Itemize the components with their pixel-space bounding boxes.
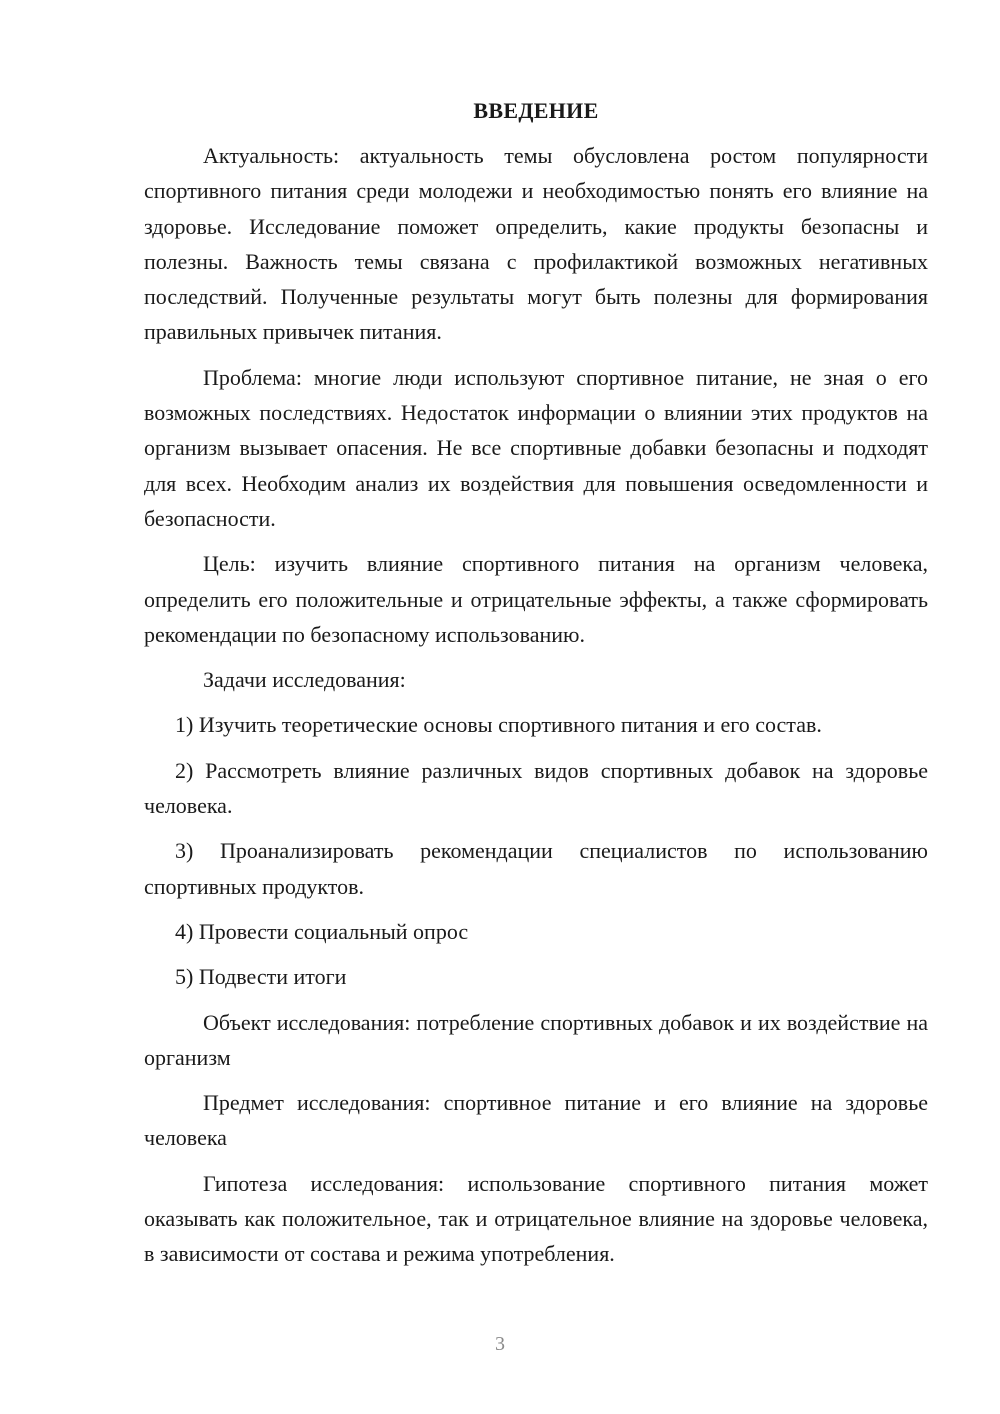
task-item-1: 1) Изучить теоретические основы спортивного питания и его состав. bbox=[175, 712, 822, 738]
section-title: ВВЕДЕНИЕ bbox=[473, 98, 599, 123]
paragraph-hypothesis: Гипотеза исследования: использование спортивного питания может оказывать как положительное, так и отрицательное влияние на здоровье человека, в зависимости от состава и режима употребления. bbox=[144, 1170, 928, 1267]
paragraph-relevance: Актуальность: актуальность темы обусловлена ростом популярности спортивного питания среди молодежи и необходимостью понять его влияние на здоровье. Исследование поможет определить, какие продукты безопасны и полезны. Важность темы связана с профилактикой возможных негативных последствий. Полученные результаты могут быть полезны для формирования правильных привычек питания. bbox=[144, 143, 928, 345]
task-item-3: 3) Проанализировать рекомендации специалистов по использованию спортивных продуктов. bbox=[144, 838, 928, 899]
task-item-2: 2) Рассмотреть влияние различных видов спортивных добавок на здоровье человека. bbox=[144, 757, 928, 819]
task-item-4: 4) Провести социальный опрос bbox=[175, 918, 469, 944]
paragraph-subject: Предмет исследования: спортивное питание и его влияние на здоровье человека bbox=[144, 1090, 928, 1151]
task-item-5: 5) Подвести итоги bbox=[175, 964, 347, 990]
paragraph-problem: Проблема: многие люди используют спортивное питание, не зная о его возможных последствиях. Недостаток информации о влиянии этих продуктов на организм вызывает опасения. Не все спортивные добавки безопасны и подходят для всех. Необходим анализ их воздействия для повышения осведомленности и безопасности. bbox=[144, 364, 928, 531]
document-page bbox=[144, 96, 928, 1282]
paragraph-goal: Цель: изучить влияние спортивного питания на организм человека, определить его положительные и отрицательные эффекты, а также сформировать рекомендации по безопасному использованию. bbox=[144, 551, 928, 647]
page-number: 3 bbox=[495, 1333, 505, 1355]
paragraph-object: Объект исследования: потребление спортивных добавок и их воздействие на организм bbox=[144, 1009, 928, 1070]
tasks-heading: Задачи исследования: bbox=[203, 667, 406, 693]
